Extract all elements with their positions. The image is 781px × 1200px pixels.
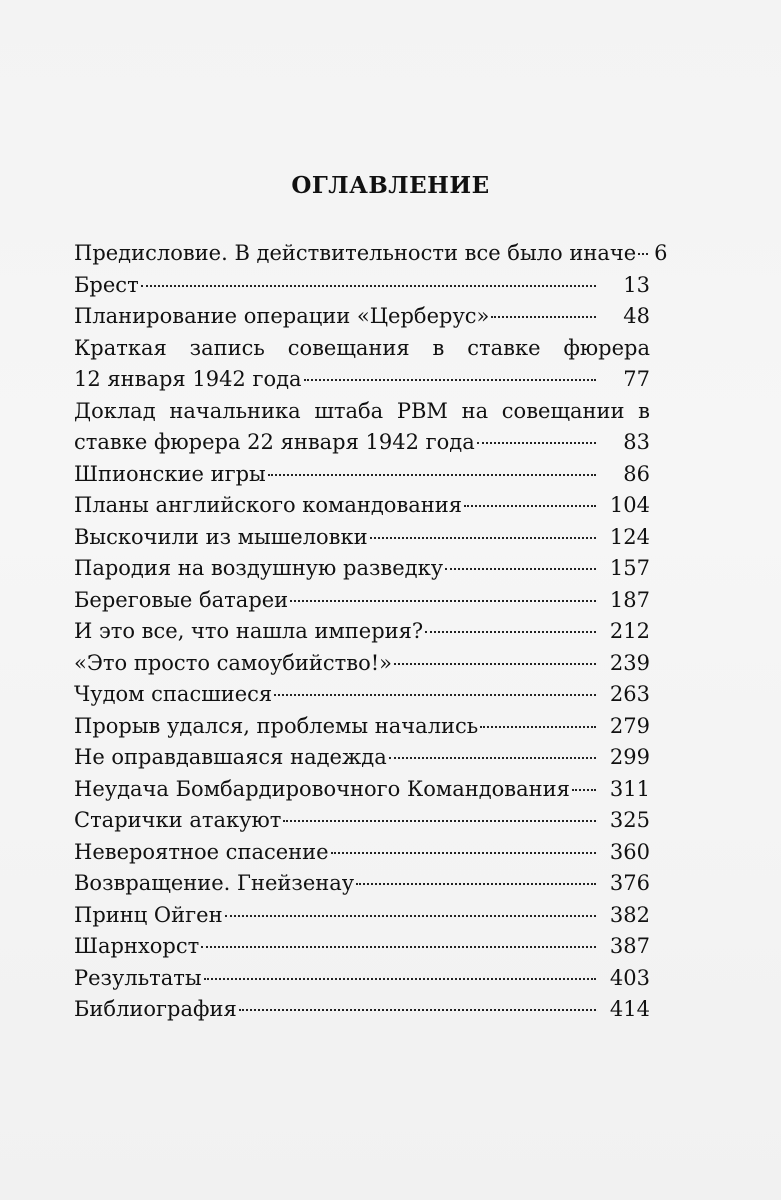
toc-entry-title: Береговые батареи	[74, 587, 289, 612]
toc-entry-page: 124	[609, 524, 650, 549]
dot-leader	[491, 316, 596, 318]
toc-entry-title: Шпионские игры	[74, 461, 266, 486]
toc-entry	[74, 616, 650, 648]
toc-entry-page: 86	[623, 461, 650, 486]
dot-leader	[331, 852, 596, 854]
toc-entry	[74, 396, 650, 459]
table-of-contents	[74, 238, 668, 1026]
toc-entry	[74, 837, 650, 869]
toc-entry	[74, 711, 650, 743]
toc-entry-title: Старички атакуют	[74, 808, 282, 832]
toc-entry-page: 382	[609, 902, 650, 927]
toc-entry	[74, 679, 650, 711]
toc-entry-page: 387	[609, 934, 650, 958]
toc-entry-page: 279	[609, 713, 650, 738]
toc-entry-title: Планирование операции «Церберус»	[74, 304, 490, 328]
dot-leader	[283, 820, 596, 822]
toc-entry-title: Принц Ойген	[74, 902, 223, 927]
toc-entry-title: Не оправдавшаяся надежда	[74, 745, 387, 769]
dot-leader	[572, 789, 596, 791]
dot-leader	[356, 883, 596, 885]
page-title: ОГЛАВЛЕНИЕ	[291, 172, 490, 199]
dot-leader	[464, 505, 596, 507]
dot-leader	[480, 726, 596, 728]
toc-entry	[74, 459, 650, 491]
toc-entry	[74, 742, 650, 774]
toc-entry-page: 263	[609, 682, 650, 706]
toc-entry-page: 311	[609, 776, 650, 801]
toc-entry-title: «Это просто самоубийство!»	[74, 650, 393, 675]
toc-entry-page: 414	[609, 997, 650, 1021]
toc-entry	[74, 553, 650, 585]
dot-leader	[274, 694, 596, 696]
toc-entry-page: 360	[609, 839, 650, 864]
toc-entry-page: 104	[609, 493, 650, 517]
toc-entry-title-line1: Краткая запись совещания в ставке фюрера	[74, 335, 650, 360]
dot-leader	[477, 442, 596, 444]
dot-leader	[141, 285, 596, 287]
toc-entry	[74, 994, 650, 1026]
toc-entry-page: 212	[609, 619, 650, 643]
toc-entry	[74, 774, 650, 806]
toc-entry-page: 376	[609, 871, 650, 895]
toc-entry-title: Неудача Бомбардировочного Командования	[74, 776, 570, 801]
toc-entry	[74, 238, 668, 270]
toc-entry-title: Шарнхорст	[74, 934, 200, 958]
dot-leader	[268, 474, 596, 476]
toc-entry	[74, 648, 650, 680]
dot-leader	[370, 537, 596, 539]
dot-leader	[389, 757, 596, 759]
toc-entry	[74, 931, 650, 963]
toc-entry-title: Планы английского командования	[74, 493, 463, 517]
toc-entry	[74, 585, 650, 617]
toc-entry-title: ставке фюрера 22 января 1942 года	[74, 430, 475, 454]
toc-entry-page: 187	[609, 587, 650, 612]
toc-entry-title: Прорыв удался, проблемы начались	[74, 713, 479, 738]
toc-entry-title: Предисловие. В действительности все было иначе	[74, 241, 637, 265]
toc-entry	[74, 868, 650, 900]
dot-leader	[394, 663, 596, 665]
toc-entry-title: 12 января 1942 года	[74, 367, 302, 391]
toc-entry-page: 299	[609, 745, 650, 769]
dot-leader	[290, 600, 596, 602]
toc-entry-page: 239	[609, 650, 650, 675]
toc-entry-title: Результаты	[74, 965, 202, 990]
toc-entry	[74, 963, 650, 995]
dot-leader	[225, 915, 596, 917]
toc-entry	[74, 805, 650, 837]
toc-entry-page: 83	[623, 430, 650, 454]
toc-entry-page: 77	[623, 367, 650, 391]
toc-entry-title: Пародия на воздушную разведку	[74, 556, 444, 580]
toc-entry	[74, 301, 650, 333]
toc-entry-title: И это все, что нашла империя?	[74, 619, 424, 643]
dot-leader	[638, 253, 648, 255]
dot-leader	[239, 1009, 596, 1011]
toc-entry-title: Невероятное спасение	[74, 839, 329, 864]
toc-entry-page: 403	[609, 965, 650, 990]
toc-entry-page: 48	[623, 304, 650, 328]
toc-entry	[74, 900, 650, 932]
toc-entry-title: Чудом спасшиеся	[74, 682, 273, 706]
toc-entry	[74, 490, 650, 522]
toc-entry-title-line1: Доклад начальника штаба РВМ на совещании в	[74, 398, 650, 423]
toc-entry-page: 157	[609, 556, 650, 580]
dot-leader	[204, 978, 596, 980]
dot-leader	[304, 379, 596, 381]
toc-entry-title: Возвращение. Гнейзенау	[74, 871, 355, 895]
dot-leader	[445, 568, 596, 570]
toc-entry	[74, 333, 650, 396]
toc-entry-page: 6	[654, 241, 668, 265]
toc-entry	[74, 270, 650, 302]
toc-entry-page: 13	[623, 272, 650, 297]
dot-leader	[201, 946, 596, 948]
toc-entry-title: Библиография	[74, 997, 237, 1021]
toc-entry	[74, 522, 650, 554]
dot-leader	[425, 631, 596, 633]
toc-entry-page: 325	[609, 808, 650, 832]
toc-entry-title: Выскочили из мышеловки	[74, 524, 368, 549]
toc-entry-title: Брест	[74, 272, 139, 297]
